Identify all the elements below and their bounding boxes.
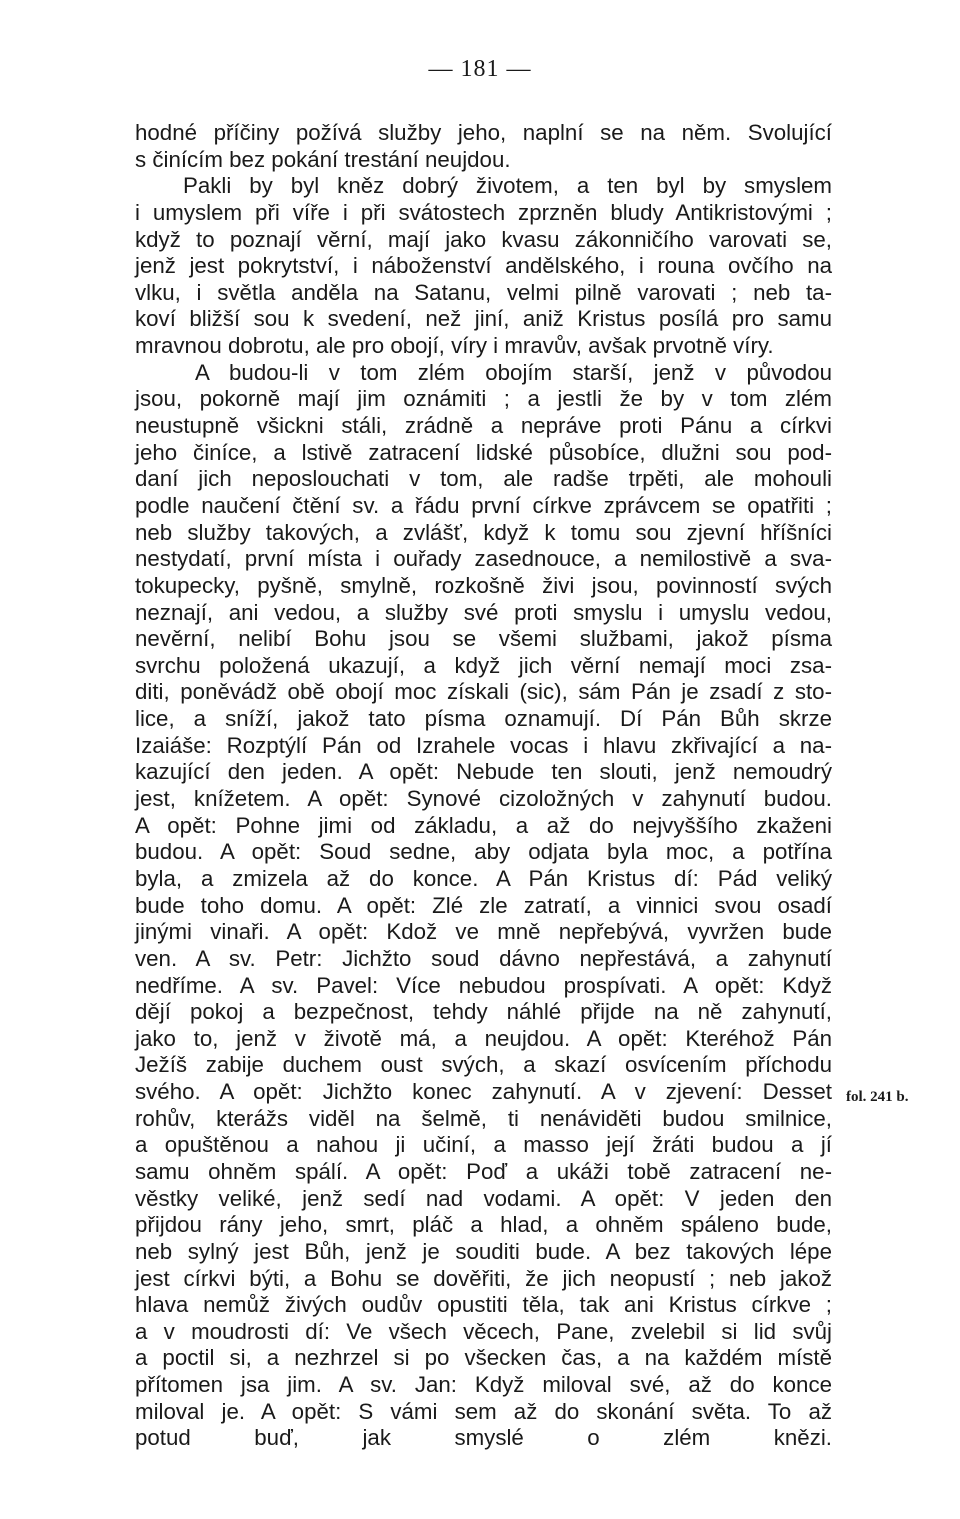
text-line: kazující den jeden. A opět: Nebude ten slouti, jenž nemoudrý — [135, 759, 832, 785]
text-line: hodné příčiny požívá služby jeho, naplní se na něm. Svolující — [135, 120, 832, 145]
text-line: A budou-li v tom zlém obojím starší, jenž v původou — [195, 359, 832, 385]
text-line: jako to, jenž v životě má, a neujdou. A opět: Kteréhož Pán — [135, 1025, 832, 1051]
text-line: jenž jest pokrytství, i náboženství andělského, i rouna ovčího na — [135, 253, 832, 279]
text-line: nedříme. A sv. Pavel: Více nebudou prospívati. A opět: Když — [135, 972, 832, 998]
body-text — [135, 120, 832, 1479]
text-line: potud buď, jak smyslé o zlém knězi. — [135, 1425, 832, 1451]
text-line — [135, 1452, 832, 1479]
text-line: nevěrní, nelibí Bohu jsou se všemi službami, jakož písma — [135, 626, 832, 652]
text-line: diti, poněvádž obě obojí moc získali (sic), sám Pán je zsadí z sto- — [135, 679, 832, 705]
text-line: jest církvi býti, a Bohu se dověřiti, že jich neopustí ; neb jakož — [135, 1265, 832, 1291]
margin-folio-note: fol. 241 b. — [846, 1089, 909, 1105]
text-line: přítomen jsa jim. A sv. Jan: Když miloval své, až do konce — [135, 1372, 832, 1398]
text-line: podle naučení čtění sv. a řádu první církve zprávcem se opatřiti ; — [135, 492, 832, 518]
text-line: neustupně všickni stáli, zrádně a nepráve proti Pánu a církvi — [135, 413, 832, 439]
text-line: Ježíš zabije duchem oust svých, a skazí osvícením příchodu — [135, 1052, 832, 1078]
text-line: lice, a sníží, jakož tato písma oznamují. Dí Pán Bůh skrze — [135, 706, 832, 732]
text-line: a v moudrosti dí: Ve všech věcech, Pane, zvelebil si lid svůj — [135, 1318, 832, 1344]
text-line: miloval je. A opět: S vámi sem až do skonání světa. To až — [135, 1398, 832, 1424]
text-line: neb sylný jest Bůh, jenž je souditi bude. A bez takových lépe — [135, 1238, 832, 1264]
text-line: byla, a zmizela až do konce. A Pán Kristus dí: Pád veliký — [135, 865, 832, 891]
text-line: rohův, kterážs viděl na šelmě, ti nenáviděti budou smilnice, — [135, 1105, 832, 1131]
text-line: vlku, i světla anděla na Satanu, velmi pilně varovati ; neb ta- — [135, 279, 832, 305]
text-line: koví bližší sou k svedení, než jiní, aniž Kristus posílá pro samu — [135, 306, 832, 332]
text-line: když to poznají věrní, mají jako kvasu zákonničího varovati se, — [135, 226, 832, 252]
text-line: samu ohněm spálí. A opět: Poď a ukáži tobě zatracení ne- — [135, 1158, 832, 1184]
text-line: Pakli by byl kněz dobrý životem, a ten byl by smyslem — [183, 173, 832, 199]
text-line: Izaiáše: Rozptýlí Pán od Izrahele vocas i hlavu zkřivající a na- — [135, 732, 832, 758]
text-line: jest, knížetem. A opět: Synové cizoložných v zahynutí budou. — [135, 786, 832, 812]
text-line: svrchu položená ukazují, a když jich věrní nemají moci zsa- — [135, 652, 832, 678]
text-line: a poctil si, a nezhrzel si po všecken čas, a na každém místě — [135, 1345, 832, 1371]
text-line: dějí pokoj a bezpečnost, tehdy náhlé přijde na ně zahynutí, — [135, 999, 832, 1025]
text-line: jsou, pokorně mají jim oznámiti ; a jestli že by v tom zlém — [135, 386, 832, 412]
text-line: hlava nemůž živých oudův opustiti těla, tak ani Kristus církve ; — [135, 1292, 832, 1318]
text-line: s činícím bez pokání trestání neujdou. — [135, 146, 511, 172]
text-line: neb služby takových, a zvlášť, když k tomu sou zjevní hříšníci — [135, 519, 832, 545]
text-line: nestydatí, první místa i ouřady zasednouce, a nemilostivě a sva- — [135, 546, 832, 572]
text-line: daní jich neposlouchati v tom, ale radše trpěti, ale mohouli — [135, 466, 832, 492]
text-line: a opuštěnou a nahou ji učiní, a masso její žráti budou a jí — [135, 1132, 832, 1158]
text-line: budou. A opět: Soud sedne, aby odjata byla moc, a potřína — [135, 839, 832, 865]
text-line: tokupecky, pyšně, smylně, rozkošně živi jsou, povinností svých — [135, 572, 832, 598]
text-line: jeho činíce, a lstivě zatracení lidské působíce, dlužni sou pod- — [135, 439, 832, 465]
text-line: ven. A sv. Petr: Jichžto soud dávno nepřestává, a zahynutí — [135, 945, 832, 971]
text-line: svého. A opět: Jichžto konec zahynutí. A v zjevení: Desset — [135, 1079, 832, 1105]
text-line: neznají, ani vedou, a služby své proti smyslu i umyslu vedou, — [135, 599, 832, 625]
text-line: jinými vinaři. A opět: Kdož ve mně nepřebývá, vyvržen bude — [135, 919, 832, 945]
page-number: — 181 — — [428, 56, 532, 82]
text-line: i umyslem při víře i při svátostech zprzněn bludy Antikristovými ; — [135, 199, 832, 225]
text-line: věstky veliké, jenž sedí nad vodami. A opět: V jeden den — [135, 1185, 832, 1211]
text-line: A opět: Pohne jimi od základu, a až do nejvyššího zkaženi — [135, 812, 832, 838]
text-line: přijdou rány jeho, smrt, pláč a hlad, a ohněm spáleno bude, — [135, 1212, 832, 1238]
text-line: mravnou dobrotu, ale pro obojí, víry i mravův, avšak prvotně víry. — [135, 333, 774, 359]
text-line: bude toho domu. A opět: Zlé zle zatratí, a vinnici svou osadí — [135, 892, 832, 918]
